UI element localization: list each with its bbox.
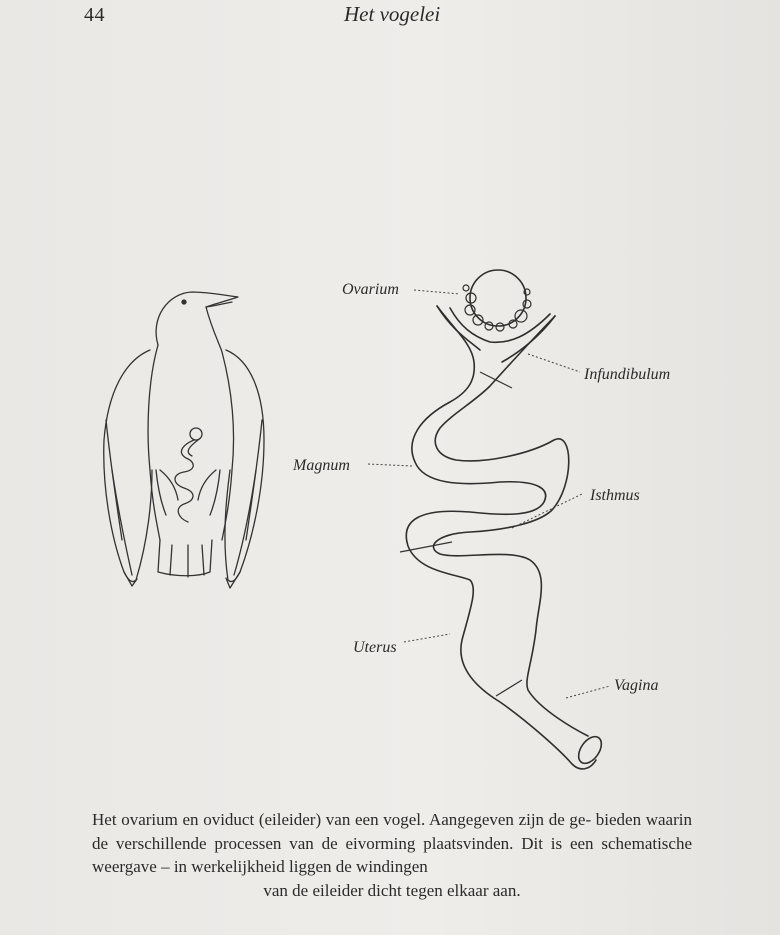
figure-caption	[92, 808, 692, 902]
label-leader-lines	[368, 290, 610, 698]
label-vagina: Vagina	[614, 677, 659, 694]
oviduct-diagram	[406, 270, 606, 769]
page-number: 44	[84, 4, 105, 26]
label-infundibulum: Infundibulum	[584, 366, 671, 383]
caption-line-3: Dit is een schematische weergave – in werkelijkheid liggen de windingen	[92, 833, 693, 876]
ovary-shape	[470, 270, 526, 326]
caption-line-2: bieden waarin de verschillende processen van de eivorming plaatsvinden.	[92, 810, 692, 853]
bird-illustration	[104, 292, 264, 588]
caption-line-1: Het ovarium en oviduct (eileider) van een vogel. Aangegeven zijn de ge-	[92, 810, 592, 829]
label-ovarium: Ovarium	[342, 281, 399, 298]
label-isthmus: Isthmus	[590, 487, 640, 504]
label-magnum: Magnum	[293, 457, 350, 474]
caption-line-4: van de eileider dicht tegen elkaar aan.	[263, 880, 521, 900]
label-uterus: Uterus	[353, 639, 397, 656]
running-title: Het vogelei	[344, 2, 441, 26]
